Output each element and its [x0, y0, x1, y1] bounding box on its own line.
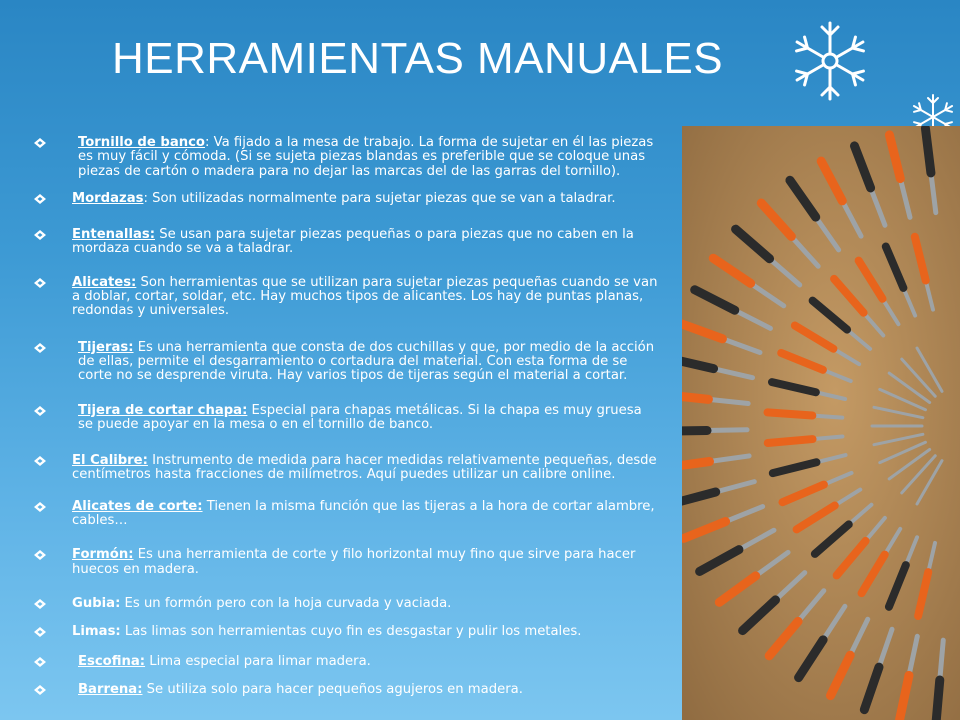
- bullet-icon: [34, 456, 46, 466]
- item-label: Entenallas:: [72, 227, 155, 243]
- item-text: Tienen la misma función que las tijeras a la hora de cortar alambre, cables…: [72, 498, 655, 529]
- snowflake-icon: [790, 18, 870, 104]
- item-label: Alicates:: [72, 274, 137, 290]
- item-text: Especial para chapas metálicas. Si la chapa es muy gruesa se puede apoyar en la mesa o en el tornillo de banco.: [78, 402, 642, 432]
- list-item: [34, 548, 659, 577]
- item-text: Instrumento de medida para hacer medidas relativamente pequeñas, desde centímetros hasta fracciones de milímetros. Aquí puedes utilizar un calibre online.: [72, 453, 657, 483]
- bullet-icon: [34, 406, 46, 416]
- list-item: [34, 500, 659, 529]
- item-text: Es una herramienta de corte y filo horizontal muy fino que sirve para hacer huecos en madera.: [72, 547, 636, 577]
- tool-shape: [768, 439, 813, 443]
- bullet-icon: [34, 502, 46, 512]
- item-label: Alicates de corte:: [72, 498, 203, 514]
- item-text: Las limas son herramientas cuyo fin es desgastar y pulir los metales.: [120, 624, 582, 640]
- bullet-icon: [34, 138, 46, 148]
- bullet-icon: [34, 550, 46, 560]
- bullet-icon: [34, 599, 46, 609]
- bullet-icon: [34, 278, 46, 288]
- tools-photo-drawing: [682, 126, 960, 720]
- item-text: Lima especial para limar madera.: [145, 653, 371, 669]
- tool-shape: [925, 128, 930, 173]
- list-item: [34, 404, 659, 433]
- tools-bullet-list: [34, 136, 659, 697]
- item-label: Tijeras:: [78, 339, 134, 355]
- bullet-icon: [34, 657, 46, 667]
- item-text: Es un formón pero con la hoja curvada y vaciada.: [120, 595, 452, 611]
- item-label: Escofina:: [78, 653, 146, 669]
- list-item: [34, 454, 659, 483]
- list-item: [34, 655, 659, 669]
- item-label: Barrena:: [78, 681, 143, 697]
- item-text: Es una herramienta que consta de dos cuchillas y que, por medio de la acción de ellas, permite el desgarramiento o cortadura del material. Con esta forma de se corte no se desprende viruta. Hay varios tipos de tijeras según el material a cortar.: [78, 339, 655, 384]
- bullet-icon: [34, 230, 46, 240]
- tools-photo: [682, 126, 960, 720]
- item-label: Formón:: [72, 547, 134, 563]
- list-item: [34, 192, 659, 206]
- item-label: Tijera de cortar chapa:: [78, 402, 248, 418]
- list-item: [34, 228, 659, 257]
- tool-shape: [682, 395, 708, 400]
- bullet-icon: [34, 685, 46, 695]
- item-label: Tornillo de banco: [78, 135, 205, 150]
- list-item: [34, 341, 659, 384]
- bullet-icon: [34, 194, 46, 204]
- item-text: : Son utilizadas normalmente para sujetar piezas que se van a taladrar.: [143, 190, 616, 206]
- tool-shape: [682, 430, 707, 431]
- bullet-icon: [34, 343, 46, 353]
- item-label: El Calibre:: [72, 453, 148, 469]
- list-item: [34, 625, 659, 639]
- tool-shape: [767, 412, 812, 415]
- item-text: Se usan para sujetar piezas pequeñas o para piezas que no caben en la mordaza cuando se va a taladrar.: [72, 227, 634, 257]
- item-text: Se utiliza solo para hacer pequeños agujeros en madera.: [142, 681, 523, 697]
- item-text: : Va fijado a la mesa de trabajo. La forma de sujetar en él las piezas es muy fácil y cómoda. (Si se sujeta piezas blandas es preferible que se coloque unas piezas de cartón o madera para no dejar las marcas del de las garras del tornillo).: [78, 135, 654, 179]
- item-label: Gubia:: [72, 595, 121, 611]
- item-label: Limas:: [72, 624, 121, 640]
- item-label: Mordazas: [72, 190, 144, 206]
- list-item: [34, 597, 659, 611]
- item-text: Son herramientas que se utilizan para sujetar piezas pequeñas cuando se van a doblar, cortar, soldar, etc. Hay muchos tipos de alicantes. Los hay de puntas planas, redondas y universales.: [72, 274, 658, 319]
- list-item: [34, 276, 659, 319]
- tool-shape: [936, 680, 940, 720]
- list-item: [34, 683, 659, 697]
- bullet-icon: [34, 627, 46, 637]
- slide-title: HERRAMIENTAS MANUALES: [112, 34, 724, 83]
- list-item: [34, 136, 659, 179]
